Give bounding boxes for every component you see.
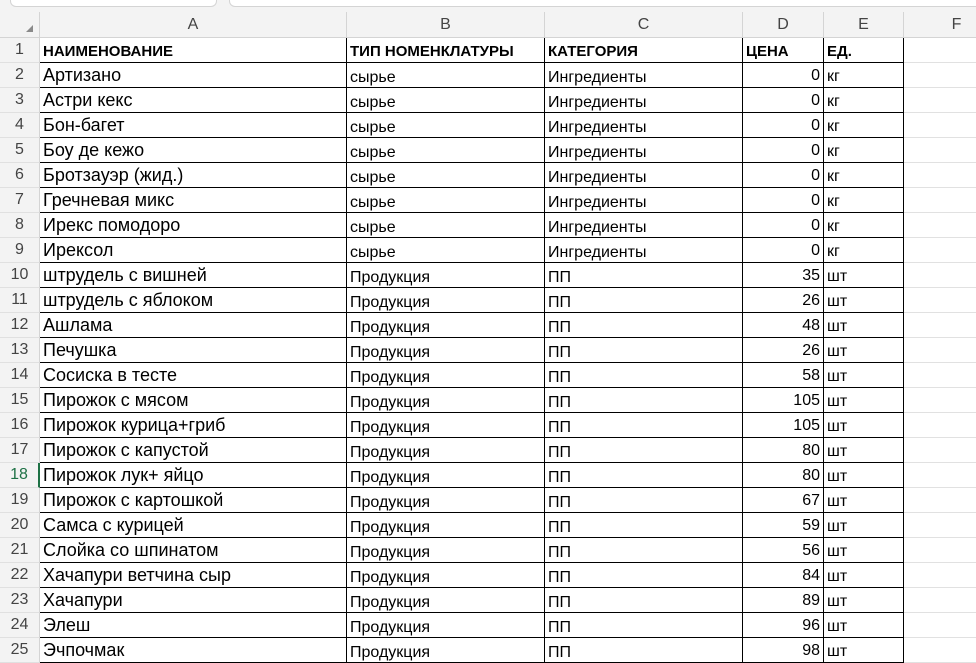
row-header[interactable]: 6 (0, 163, 40, 188)
row-header[interactable]: 22 (0, 563, 40, 588)
cell-type[interactable]: сырье (347, 113, 545, 138)
empty-cell[interactable] (904, 488, 976, 513)
empty-cell[interactable] (904, 638, 976, 663)
cell-price[interactable]: 58 (743, 363, 824, 388)
row-header[interactable]: 16 (0, 413, 40, 438)
cell-type[interactable]: Продукция (347, 288, 545, 313)
cell-unit[interactable]: шт (824, 488, 904, 513)
empty-cell[interactable] (904, 63, 976, 88)
row-header[interactable]: 25 (0, 638, 40, 663)
select-all-icon (26, 25, 33, 32)
cell-name[interactable]: Самса с курицей (40, 513, 347, 538)
cell-price[interactable]: 0 (743, 63, 824, 88)
empty-cell[interactable] (904, 613, 976, 638)
cell-price[interactable]: 80 (743, 463, 824, 488)
cell-unit[interactable]: кг (824, 63, 904, 88)
cell-unit[interactable]: шт (824, 588, 904, 613)
cell-price[interactable]: 0 (743, 88, 824, 113)
name-box[interactable] (10, 0, 217, 7)
empty-cell[interactable] (904, 438, 976, 463)
cell-unit[interactable]: кг (824, 163, 904, 188)
empty-cell[interactable] (904, 413, 976, 438)
cell-category[interactable]: ПП (545, 463, 743, 488)
cell-name[interactable]: Пирожок курица+гриб (40, 413, 347, 438)
cell-category[interactable]: ПП (545, 513, 743, 538)
cell-price[interactable]: 26 (743, 288, 824, 313)
cell-category[interactable]: ПП (545, 563, 743, 588)
cell-unit[interactable]: шт (824, 313, 904, 338)
cell-price[interactable]: 67 (743, 488, 824, 513)
cell-category[interactable]: ПП (545, 438, 743, 463)
header-cell[interactable]: ТИП НОМЕНКЛАТУРЫ (347, 38, 545, 63)
cell-name[interactable]: Бон-багет (40, 113, 347, 138)
row-header[interactable]: 5 (0, 138, 40, 163)
empty-cell[interactable] (904, 563, 976, 588)
cell-type[interactable]: сырье (347, 163, 545, 188)
empty-cell[interactable] (904, 263, 976, 288)
cell-category[interactable]: ПП (545, 263, 743, 288)
cell-unit[interactable]: шт (824, 538, 904, 563)
cell-price[interactable]: 0 (743, 213, 824, 238)
row-header[interactable]: 2 (0, 63, 40, 88)
row-header[interactable]: 14 (0, 363, 40, 388)
cell-price[interactable]: 26 (743, 338, 824, 363)
empty-cell[interactable] (904, 288, 976, 313)
cell-category[interactable]: Ингредиенты (545, 188, 743, 213)
row-header[interactable]: 19 (0, 488, 40, 513)
cell-type[interactable]: Продукция (347, 513, 545, 538)
row-header[interactable]: 1 (0, 38, 40, 63)
cell-name[interactable]: Печушка (40, 338, 347, 363)
cell-name[interactable]: Хачапури ветчина сыр (40, 563, 347, 588)
cell-type[interactable]: Продукция (347, 413, 545, 438)
row-header[interactable]: 21 (0, 538, 40, 563)
cell-type[interactable]: Продукция (347, 488, 545, 513)
cell-name[interactable]: Сосиска в тесте (40, 363, 347, 388)
header-cell[interactable]: ЕД. (824, 38, 904, 63)
row-header[interactable]: 20 (0, 513, 40, 538)
row-header[interactable]: 9 (0, 238, 40, 263)
cell-name[interactable]: Элеш (40, 613, 347, 638)
empty-cell[interactable] (904, 88, 976, 113)
empty-cell[interactable] (904, 463, 976, 488)
empty-cell[interactable] (904, 238, 976, 263)
empty-cell[interactable] (904, 363, 976, 388)
cell-category[interactable]: Ингредиенты (545, 238, 743, 263)
cell-name[interactable]: Боу де кежо (40, 138, 347, 163)
empty-cell[interactable] (904, 113, 976, 138)
cell-name[interactable]: Слойка со шпинатом (40, 538, 347, 563)
cell-price[interactable]: 0 (743, 113, 824, 138)
cell-type[interactable]: Продукция (347, 438, 545, 463)
row-header[interactable]: 24 (0, 613, 40, 638)
column-header-f[interactable]: F (904, 12, 976, 38)
cell-category[interactable]: ПП (545, 638, 743, 663)
cell-type[interactable]: Продукция (347, 463, 545, 488)
cell-name[interactable]: Пирожок с картошкой (40, 488, 347, 513)
column-header-d[interactable]: D (743, 12, 824, 38)
cell-category[interactable]: ПП (545, 388, 743, 413)
cell-category[interactable]: Ингредиенты (545, 88, 743, 113)
cell-unit[interactable]: шт (824, 613, 904, 638)
row-header[interactable]: 7 (0, 188, 40, 213)
cell-unit[interactable]: кг (824, 213, 904, 238)
row-header[interactable]: 3 (0, 88, 40, 113)
cell-unit[interactable]: шт (824, 413, 904, 438)
header-cell[interactable]: НАИМЕНОВАНИЕ (40, 38, 347, 63)
cell-price[interactable]: 0 (743, 188, 824, 213)
cell-unit[interactable]: шт (824, 363, 904, 388)
cell-type[interactable]: Продукция (347, 338, 545, 363)
empty-cell[interactable] (904, 213, 976, 238)
cell-unit[interactable]: шт (824, 438, 904, 463)
empty-cell[interactable] (904, 38, 976, 63)
cell-name[interactable]: Хачапури (40, 588, 347, 613)
row-header[interactable]: 10 (0, 263, 40, 288)
cell-name[interactable]: штрудель с яблоком (40, 288, 347, 313)
cell-category[interactable]: ПП (545, 288, 743, 313)
cell-name[interactable]: Эчпочмак (40, 638, 347, 663)
cell-type[interactable]: сырье (347, 188, 545, 213)
cell-price[interactable]: 89 (743, 588, 824, 613)
cell-price[interactable]: 84 (743, 563, 824, 588)
row-header[interactable]: 12 (0, 313, 40, 338)
cell-price[interactable]: 0 (743, 163, 824, 188)
cell-category[interactable]: Ингредиенты (545, 63, 743, 88)
row-header[interactable]: 11 (0, 288, 40, 313)
cell-type[interactable]: Продукция (347, 263, 545, 288)
cell-name[interactable]: Ирекс помодоро (40, 213, 347, 238)
empty-cell[interactable] (904, 163, 976, 188)
cell-type[interactable]: Продукция (347, 538, 545, 563)
cell-type[interactable]: Продукция (347, 563, 545, 588)
cell-unit[interactable]: шт (824, 263, 904, 288)
cell-type[interactable]: Продукция (347, 388, 545, 413)
cell-price[interactable]: 96 (743, 613, 824, 638)
cell-price[interactable]: 0 (743, 238, 824, 263)
row-header[interactable]: 17 (0, 438, 40, 463)
cell-unit[interactable]: кг (824, 113, 904, 138)
row-header[interactable]: 8 (0, 213, 40, 238)
row-header[interactable]: 15 (0, 388, 40, 413)
row-header[interactable]: 4 (0, 113, 40, 138)
cell-unit[interactable]: шт (824, 638, 904, 663)
empty-cell[interactable] (904, 588, 976, 613)
cell-name[interactable]: Гречневая микс (40, 188, 347, 213)
row-header[interactable]: 13 (0, 338, 40, 363)
cell-name[interactable]: Астри кекс (40, 88, 347, 113)
cell-price[interactable]: 105 (743, 413, 824, 438)
cell-price[interactable]: 98 (743, 638, 824, 663)
cell-type[interactable]: Продукция (347, 638, 545, 663)
cell-category[interactable]: ПП (545, 588, 743, 613)
cell-unit[interactable]: шт (824, 388, 904, 413)
cell-name[interactable]: Бротзауэр (жид.) (40, 163, 347, 188)
cell-unit[interactable]: шт (824, 288, 904, 313)
formula-bar[interactable] (229, 0, 976, 7)
cell-category[interactable]: ПП (545, 338, 743, 363)
cell-type[interactable]: сырье (347, 63, 545, 88)
cell-unit[interactable]: кг (824, 238, 904, 263)
empty-cell[interactable] (904, 338, 976, 363)
cell-unit[interactable]: шт (824, 463, 904, 488)
row-header[interactable]: 23 (0, 588, 40, 613)
cell-category[interactable]: ПП (545, 413, 743, 438)
cell-category[interactable]: Ингредиенты (545, 138, 743, 163)
cell-price[interactable]: 0 (743, 138, 824, 163)
select-all-corner[interactable] (0, 12, 40, 38)
cell-type[interactable]: Продукция (347, 613, 545, 638)
cell-type[interactable]: сырье (347, 88, 545, 113)
cell-unit[interactable]: шт (824, 513, 904, 538)
row-header[interactable]: 18 (0, 463, 40, 488)
cell-name[interactable]: Ашлама (40, 313, 347, 338)
cell-name[interactable]: Пирожок с капустой (40, 438, 347, 463)
cell-category[interactable]: ПП (545, 488, 743, 513)
header-cell[interactable]: ЦЕНА (743, 38, 824, 63)
column-header-e[interactable]: E (824, 12, 904, 38)
cell-name[interactable]: штрудель с вишней (40, 263, 347, 288)
cell-category[interactable]: ПП (545, 538, 743, 563)
cell-name[interactable]: Ирексол (40, 238, 347, 263)
empty-cell[interactable] (904, 513, 976, 538)
cell-category[interactable]: Ингредиенты (545, 213, 743, 238)
column-header-b[interactable]: B (347, 12, 545, 38)
cell-type[interactable]: сырье (347, 213, 545, 238)
empty-cell[interactable] (904, 188, 976, 213)
column-header-c[interactable]: C (545, 12, 743, 38)
cell-type[interactable]: Продукция (347, 363, 545, 388)
cell-type[interactable]: Продукция (347, 313, 545, 338)
cell-type[interactable]: Продукция (347, 588, 545, 613)
cell-name[interactable]: Пирожок с мясом (40, 388, 347, 413)
cell-type[interactable]: сырье (347, 138, 545, 163)
cell-unit[interactable]: кг (824, 188, 904, 213)
cell-type[interactable]: сырье (347, 238, 545, 263)
column-header-a[interactable]: A (40, 12, 347, 38)
cell-unit[interactable]: шт (824, 338, 904, 363)
empty-cell[interactable] (904, 313, 976, 338)
cell-unit[interactable]: кг (824, 88, 904, 113)
cell-category[interactable]: ПП (545, 313, 743, 338)
header-cell[interactable]: КАТЕГОРИЯ (545, 38, 743, 63)
cell-name[interactable]: Артизано (40, 63, 347, 88)
cell-unit[interactable]: шт (824, 563, 904, 588)
empty-cell[interactable] (904, 538, 976, 563)
cell-category[interactable]: ПП (545, 613, 743, 638)
empty-cell[interactable] (904, 388, 976, 413)
cell-price[interactable]: 105 (743, 388, 824, 413)
cell-price[interactable]: 80 (743, 438, 824, 463)
cell-unit[interactable]: кг (824, 138, 904, 163)
cell-price[interactable]: 35 (743, 263, 824, 288)
cell-price[interactable]: 48 (743, 313, 824, 338)
cell-category[interactable]: ПП (545, 363, 743, 388)
cell-category[interactable]: Ингредиенты (545, 163, 743, 188)
empty-cell[interactable] (904, 138, 976, 163)
cell-price[interactable]: 59 (743, 513, 824, 538)
cell-price[interactable]: 56 (743, 538, 824, 563)
cell-name[interactable]: Пирожок лук+ яйцо (40, 463, 347, 488)
cell-category[interactable]: Ингредиенты (545, 113, 743, 138)
